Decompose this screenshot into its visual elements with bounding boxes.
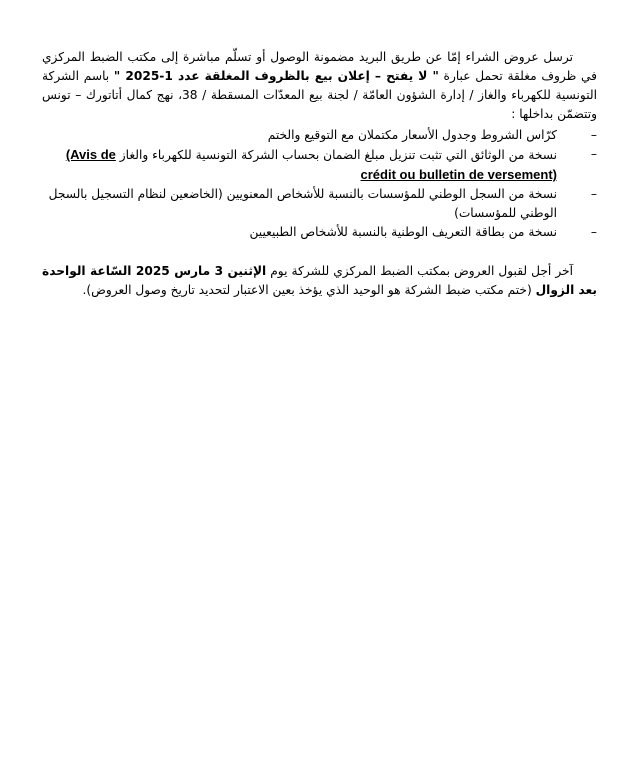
intro-text-after: باسم الشركة التونسية للكهرباء والغاز / إدارة الشؤون العامّة / لجنة بيع المعدّات المسقطة / 38، نهج كمال أتاتورك – تونس وتتضمّن بداخلها :: [42, 69, 597, 121]
list-item-text: نسخة من السجل الوطني للمؤسسات بالنسبة للأشخاص المعنويين (الخاضعين لنظام التسجيل بالسجل الوطني للمؤسسات): [48, 187, 557, 220]
list-item-latin-text: (Avis de crédit ou bulletin de versement): [65, 147, 557, 182]
list-dash: –: [590, 187, 597, 201]
document-body: [42, 48, 597, 300]
deadline-text-after: (ختم مكتب ضبط الشركة هو الوحيد الذي يؤخذ بعين الاعتبار لتحديد تاريخ وصول العروض).: [82, 283, 536, 297]
deadline-bold-phrase: الإثنين 3 مارس 2025 السّاعة الواحدة بعد الزوال: [42, 264, 597, 297]
list-dash: –: [590, 225, 597, 239]
intro-text-before: ترسل عروض الشراء إمّا عن طريق البريد مضمونة الوصول أو تسلّم مباشرة إلى مكتب الضبط المركزي في ظروف مغلقة تحمل عبارة: [42, 50, 597, 83]
list-item-text: نسخة من الوثائق التي تثبت تنزيل مبلغ الضمان بحساب الشركة التونسية للكهرباء والغاز: [115, 148, 557, 162]
deadline-paragraph: [42, 262, 597, 300]
list-item: [42, 185, 597, 223]
intro-paragraph: [42, 48, 597, 124]
required-documents-list: [42, 126, 597, 242]
list-item: [42, 145, 597, 185]
list-item: [42, 126, 597, 145]
deadline-text-before: آخر أجل لقبول العروض بمكتب الضبط المركزي للشركة يوم: [266, 264, 573, 278]
list-item-text: نسخة من بطاقة التعريف الوطنية بالنسبة للأشخاص الطبيعيين: [249, 225, 557, 239]
list-dash: –: [590, 128, 597, 142]
list-dash: –: [590, 147, 597, 161]
list-item-text: كرّاس الشروط وجدول الأسعار مكتملان مع التوقيع والختم: [267, 128, 557, 142]
intro-bold-phrase: " لا يفتح – إعلان بيع بالظروف المغلقة عدد 1-2025 ": [113, 69, 439, 83]
list-item: [42, 223, 597, 242]
